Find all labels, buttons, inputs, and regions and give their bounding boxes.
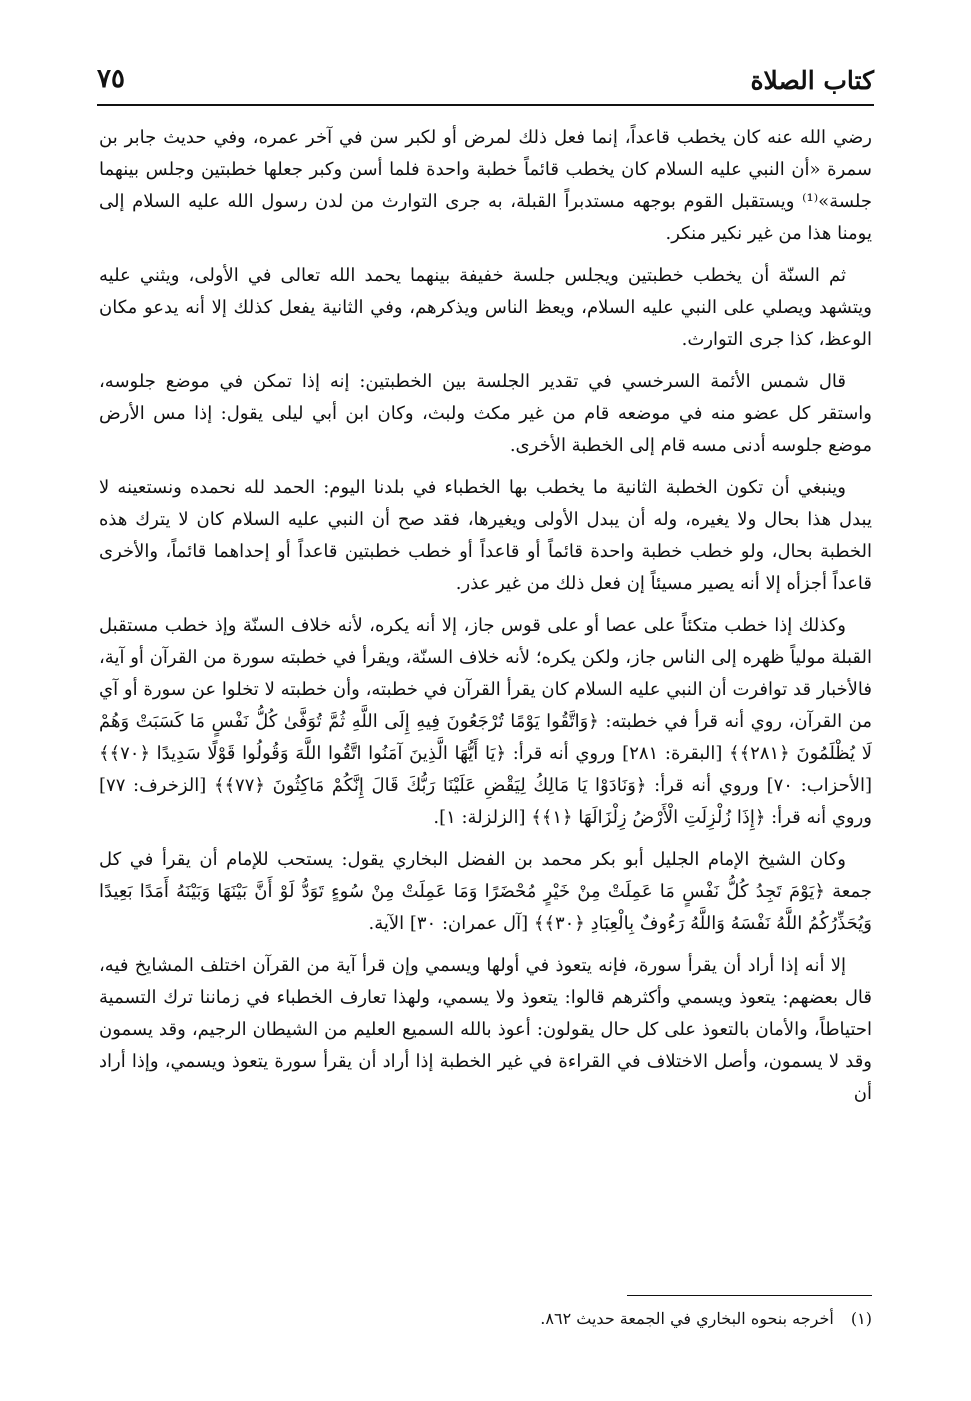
footnote-divider (627, 1295, 872, 1296)
running-header (97, 58, 874, 102)
header-title: كتاب الصلاة (750, 66, 874, 95)
header-divider (97, 104, 874, 106)
footnote-text: أخرجه بنحوه البخاري في الجمعة حديث ٨٦٢. (540, 1309, 834, 1328)
paragraph: وكان الشيخ الإمام الجليل أبو بكر محمد بن الفضل البخاري يقول: يستحب للإمام أن يقرأ في كل جمعة ﴿يَوْمَ تَجِدُ كُلُّ نَفْسٍ مَا عَمِلَتْ مِنْ خَيْرٍ مُحْضَرًا وَمَا عَمِلَتْ مِنْ سُوءٍ تَوَدُّ لَوْ أَنَّ بَيْنَهَا وَبَيْنَهُ أَمَدًا بَعِيدًا وَيُحَذِّرُكُمُ اللَّهُ نَفْسَهُ وَاللَّهُ رَءُوفٌ بِالْعِبَادِ ﴿٣٠﴾﴾ [آل عمران: ٣٠] الآية. (99, 849, 872, 934)
footnote (99, 1305, 872, 1333)
paragraph: رضي الله عنه كان يخطب قاعداً، إنما فعل ذلك لمرض أو لكبر سن في آخر عمره، وفي حديث جابر بن سمرة «أن النبي عليه السلام كان يخطب قائماً خطبة واحدة فلما أسن وكبر جعلها خطبتين وجلس بينهما جلسة»⁽¹⁾ ويستقبل القوم بوجهه مستدبراً القبلة، به جرى التوارث من لدن رسول الله عليه السلام إلى يومنا هذا من غير نكير منكر. (99, 127, 872, 244)
paragraph: قال شمس الأئمة السرخسي في تقدير الجلسة بين الخطبتين: إنه إذا تمكن في موضع جلوسه، واستقر كل عضو منه في موضعه قام من غير مكث ولبث، وكان ابن أبي ليلى يقول: إذا مس الأرض موضع جلوسه أدنى مسه قام إلى الخطبة الأخرى. (99, 371, 872, 456)
footnote-number: (١) (850, 1309, 872, 1328)
main-text (99, 122, 872, 1280)
paragraph: وكذلك إذا خطب متكئاً على عصا أو على قوس جاز، إلا أنه يكره، لأنه خلاف السنّة وإذ خطب مستقبل القبلة مولياً ظهره إلى الناس جاز، ولكن يكره؛ لأنه خلاف السنّة، ويقرأ في خطبته سورة من القرآن أو آية، فالأخبار قد توافرت أن النبي عليه السلام كان يقرأ القرآن في خطبته، وأن خطبته لا تخلوا عن سورة أو آي من القرآن، روي أنه قرأ في خطبته: ﴿وَاتَّقُوا يَوْمًا تُرْجَعُونَ فِيهِ إِلَى اللَّهِ ثُمَّ تُوَفَّىٰ كُلُّ نَفْسٍ مَا كَسَبَتْ وَهُمْ لَا يُظْلَمُونَ ﴿٢٨١﴾﴾ [البقرة: ٢٨١] وروي أنه قرأ: ﴿يَا أَيُّهَا الَّذِينَ آمَنُوا اتَّقُوا اللَّهَ وَقُولُوا قَوْلًا سَدِيدًا ﴿٧٠﴾﴾ [الأحزاب: ٧٠] وروي أنه قرأ: ﴿وَنَادَوْا يَا مَالِكُ لِيَقْضِ عَلَيْنَا رَبُّكَ قَالَ إِنَّكُمْ مَاكِثُونَ ﴿٧٧﴾﴾ [الزخرف: ٧٧] وروي أنه قرأ: ﴿إِذَا زُلْزِلَتِ الْأَرْضُ زِلْزَالَهَا ﴿١﴾﴾ [الزلزلة: ١]. (99, 615, 872, 828)
page-number: ٧٥ (97, 64, 125, 94)
paragraph: وينبغي أن تكون الخطبة الثانية ما يخطب بها الخطباء في بلدنا اليوم: الحمد لله نحمده ونستعينه لا يبدل هذا بحال ولا يغيره، وله أن يبدل الأولى ويغيرها، فقد صح أن النبي عليه السلام كان لا يترك هذه الخطبة بحال، ولو خطب خطبة واحدة قائماً أو قاعداً أو خطب خطبتين قاعداً أو إحداهما قائماً، والأخرى قاعداً أجزأه إلا أنه يصير مسيئاً إن فعل ذلك من غير عذر. (99, 477, 872, 594)
paragraph: إلا أنه إذا أراد أن يقرأ سورة، فإنه يتعوذ في أولها ويسمي وإن قرأ آية من القرآن اختلف المشايخ فيه، قال بعضهم: يتعوذ ويسمي وأكثرهم قالوا: يتعوذ ولا يسمي، ولهذا تعارف الخطباء في زماننا ترك التسمية احتياطاً، والأمان بالتعوذ على كل حال يقولون: أعوذ بالله السميع العليم من الشيطان الرجيم، وقد يسمون وقد لا يسمون، وأصل الاختلاف في القراءة في غير الخطبة إذا أراد أن يقرأ سورة يتعوذ ويسمي، وإذا أراد أن (99, 955, 872, 1104)
paragraph: ثم السنّة أن يخطب خطبتين ويجلس جلسة خفيفة بينهما يحمد الله تعالى في الأولى، ويثني عليه ويتشهد ويصلي على النبي عليه السلام، ويعظ الناس ويذكرهم، وفي الثانية يفعل كذلك إلا أنه يدعو مكان الوعظ، كذا جرى التوارث. (99, 265, 872, 350)
